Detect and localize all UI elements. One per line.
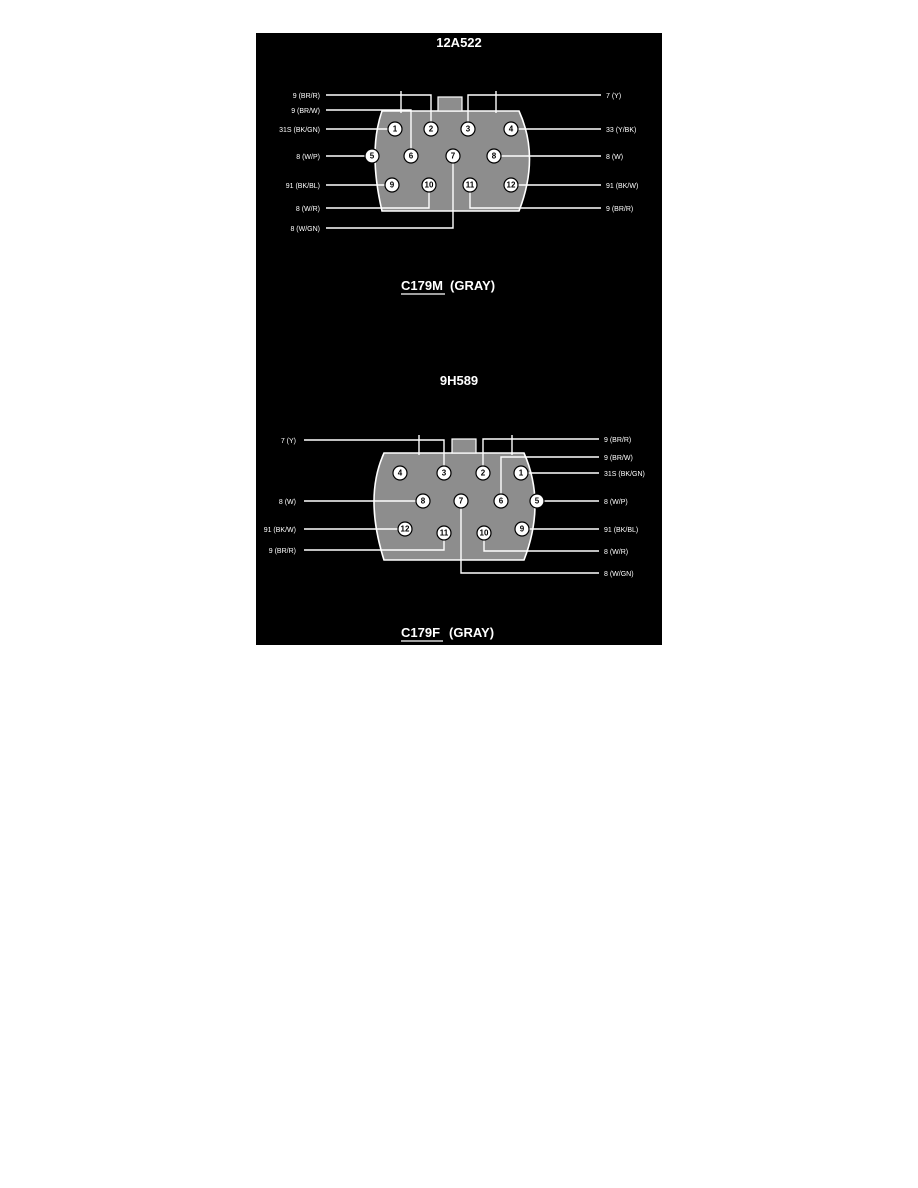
pin-11: [437, 526, 451, 540]
wire-label: 91 (BK/W): [263, 527, 296, 534]
pin-12: [398, 522, 412, 536]
wire-label: 31S (BK/GN): [604, 471, 645, 478]
pin-10: [477, 526, 491, 540]
connector-c179f: [264, 373, 645, 641]
wire-label: 9 (BR/R): [268, 548, 296, 555]
pin-6: [494, 494, 508, 508]
pin-7: [454, 494, 468, 508]
svg-text:1: 1: [518, 468, 524, 478]
svg-text:7: 7: [450, 151, 456, 161]
svg-text:9: 9: [389, 180, 395, 190]
part-number-12a522: 12A522: [436, 35, 482, 50]
pin-7: [446, 149, 460, 163]
wire-label: 9 (BR/R): [292, 93, 320, 100]
pin-1: [514, 466, 528, 480]
svg-text:10: 10: [424, 180, 434, 190]
connector-color: (GRAY): [450, 278, 496, 293]
wire-label: 8 (W/P): [604, 499, 628, 506]
wire-label: 9 (BR/R): [606, 206, 634, 213]
svg-text:11: 11: [439, 528, 449, 538]
wire-label: 8 (W/R): [295, 206, 320, 213]
pin-2: [424, 122, 438, 136]
wire-label: 33 (Y/BK): [606, 127, 637, 134]
svg-text:3: 3: [441, 468, 447, 478]
connector-diagram-svg: [256, 33, 662, 645]
wire-label: 91 (BK/BL): [285, 183, 320, 190]
pin-5: [530, 494, 544, 508]
wire-label: 31S (BK/GN): [279, 127, 320, 134]
wire-label: 9 (BR/R): [604, 437, 632, 444]
wire-label: 91 (BK/BL): [604, 527, 639, 534]
wire-label: 8 (W): [606, 154, 624, 161]
pin-4: [504, 122, 518, 136]
pin-10: [422, 178, 436, 192]
svg-text:2: 2: [480, 468, 486, 478]
connector-c179m: [279, 35, 638, 294]
pin-11: [463, 178, 477, 192]
pin-3: [461, 122, 475, 136]
wire-label: 91 (BK/W): [606, 183, 639, 190]
svg-text:1: 1: [392, 124, 398, 134]
wire-label: 8 (W/GN): [290, 226, 320, 233]
svg-text:3: 3: [465, 124, 471, 134]
svg-text:10: 10: [479, 528, 489, 538]
svg-text:5: 5: [534, 496, 540, 506]
svg-text:9: 9: [519, 524, 525, 534]
wire-label: 8 (W/R): [604, 549, 629, 556]
connector-name: C179F: [401, 625, 441, 640]
pin-6: [404, 149, 418, 163]
wire-label: 9 (BR/W): [291, 108, 320, 115]
svg-text:6: 6: [408, 151, 414, 161]
wire-label: 8 (W/GN): [604, 571, 634, 578]
svg-text:12: 12: [400, 524, 410, 534]
wire-label: 9 (BR/W): [604, 455, 633, 462]
svg-text:2: 2: [428, 124, 434, 134]
svg-text:8: 8: [420, 496, 426, 506]
wire-label: 7 (Y): [606, 93, 622, 100]
svg-text:7: 7: [458, 496, 464, 506]
pin-1: [388, 122, 402, 136]
part-number-9h589: 9H589: [439, 373, 479, 388]
wire-label: 8 (W/P): [296, 154, 320, 161]
pin-8: [416, 494, 430, 508]
connector-name: C179M: [401, 278, 443, 293]
svg-text:6: 6: [498, 496, 504, 506]
svg-text:12: 12: [506, 180, 516, 190]
connector-key: [452, 439, 476, 453]
svg-text:5: 5: [369, 151, 375, 161]
pin-12: [504, 178, 518, 192]
pin-4: [393, 466, 407, 480]
svg-text:11: 11: [465, 180, 475, 190]
pin-2: [476, 466, 490, 480]
wire-label: 8 (W): [278, 499, 296, 506]
svg-text:8: 8: [491, 151, 497, 161]
pin-9: [385, 178, 399, 192]
wire-label: 7 (Y): [280, 438, 296, 445]
pin-3: [437, 466, 451, 480]
connector-color: (GRAY): [449, 625, 495, 640]
connector-key: [438, 97, 462, 111]
pin-9: [515, 522, 529, 536]
pin-8: [487, 149, 501, 163]
svg-text:4: 4: [397, 468, 403, 478]
connector-diagram: [256, 33, 662, 645]
svg-text:4: 4: [508, 124, 514, 134]
pin-5: [365, 149, 379, 163]
